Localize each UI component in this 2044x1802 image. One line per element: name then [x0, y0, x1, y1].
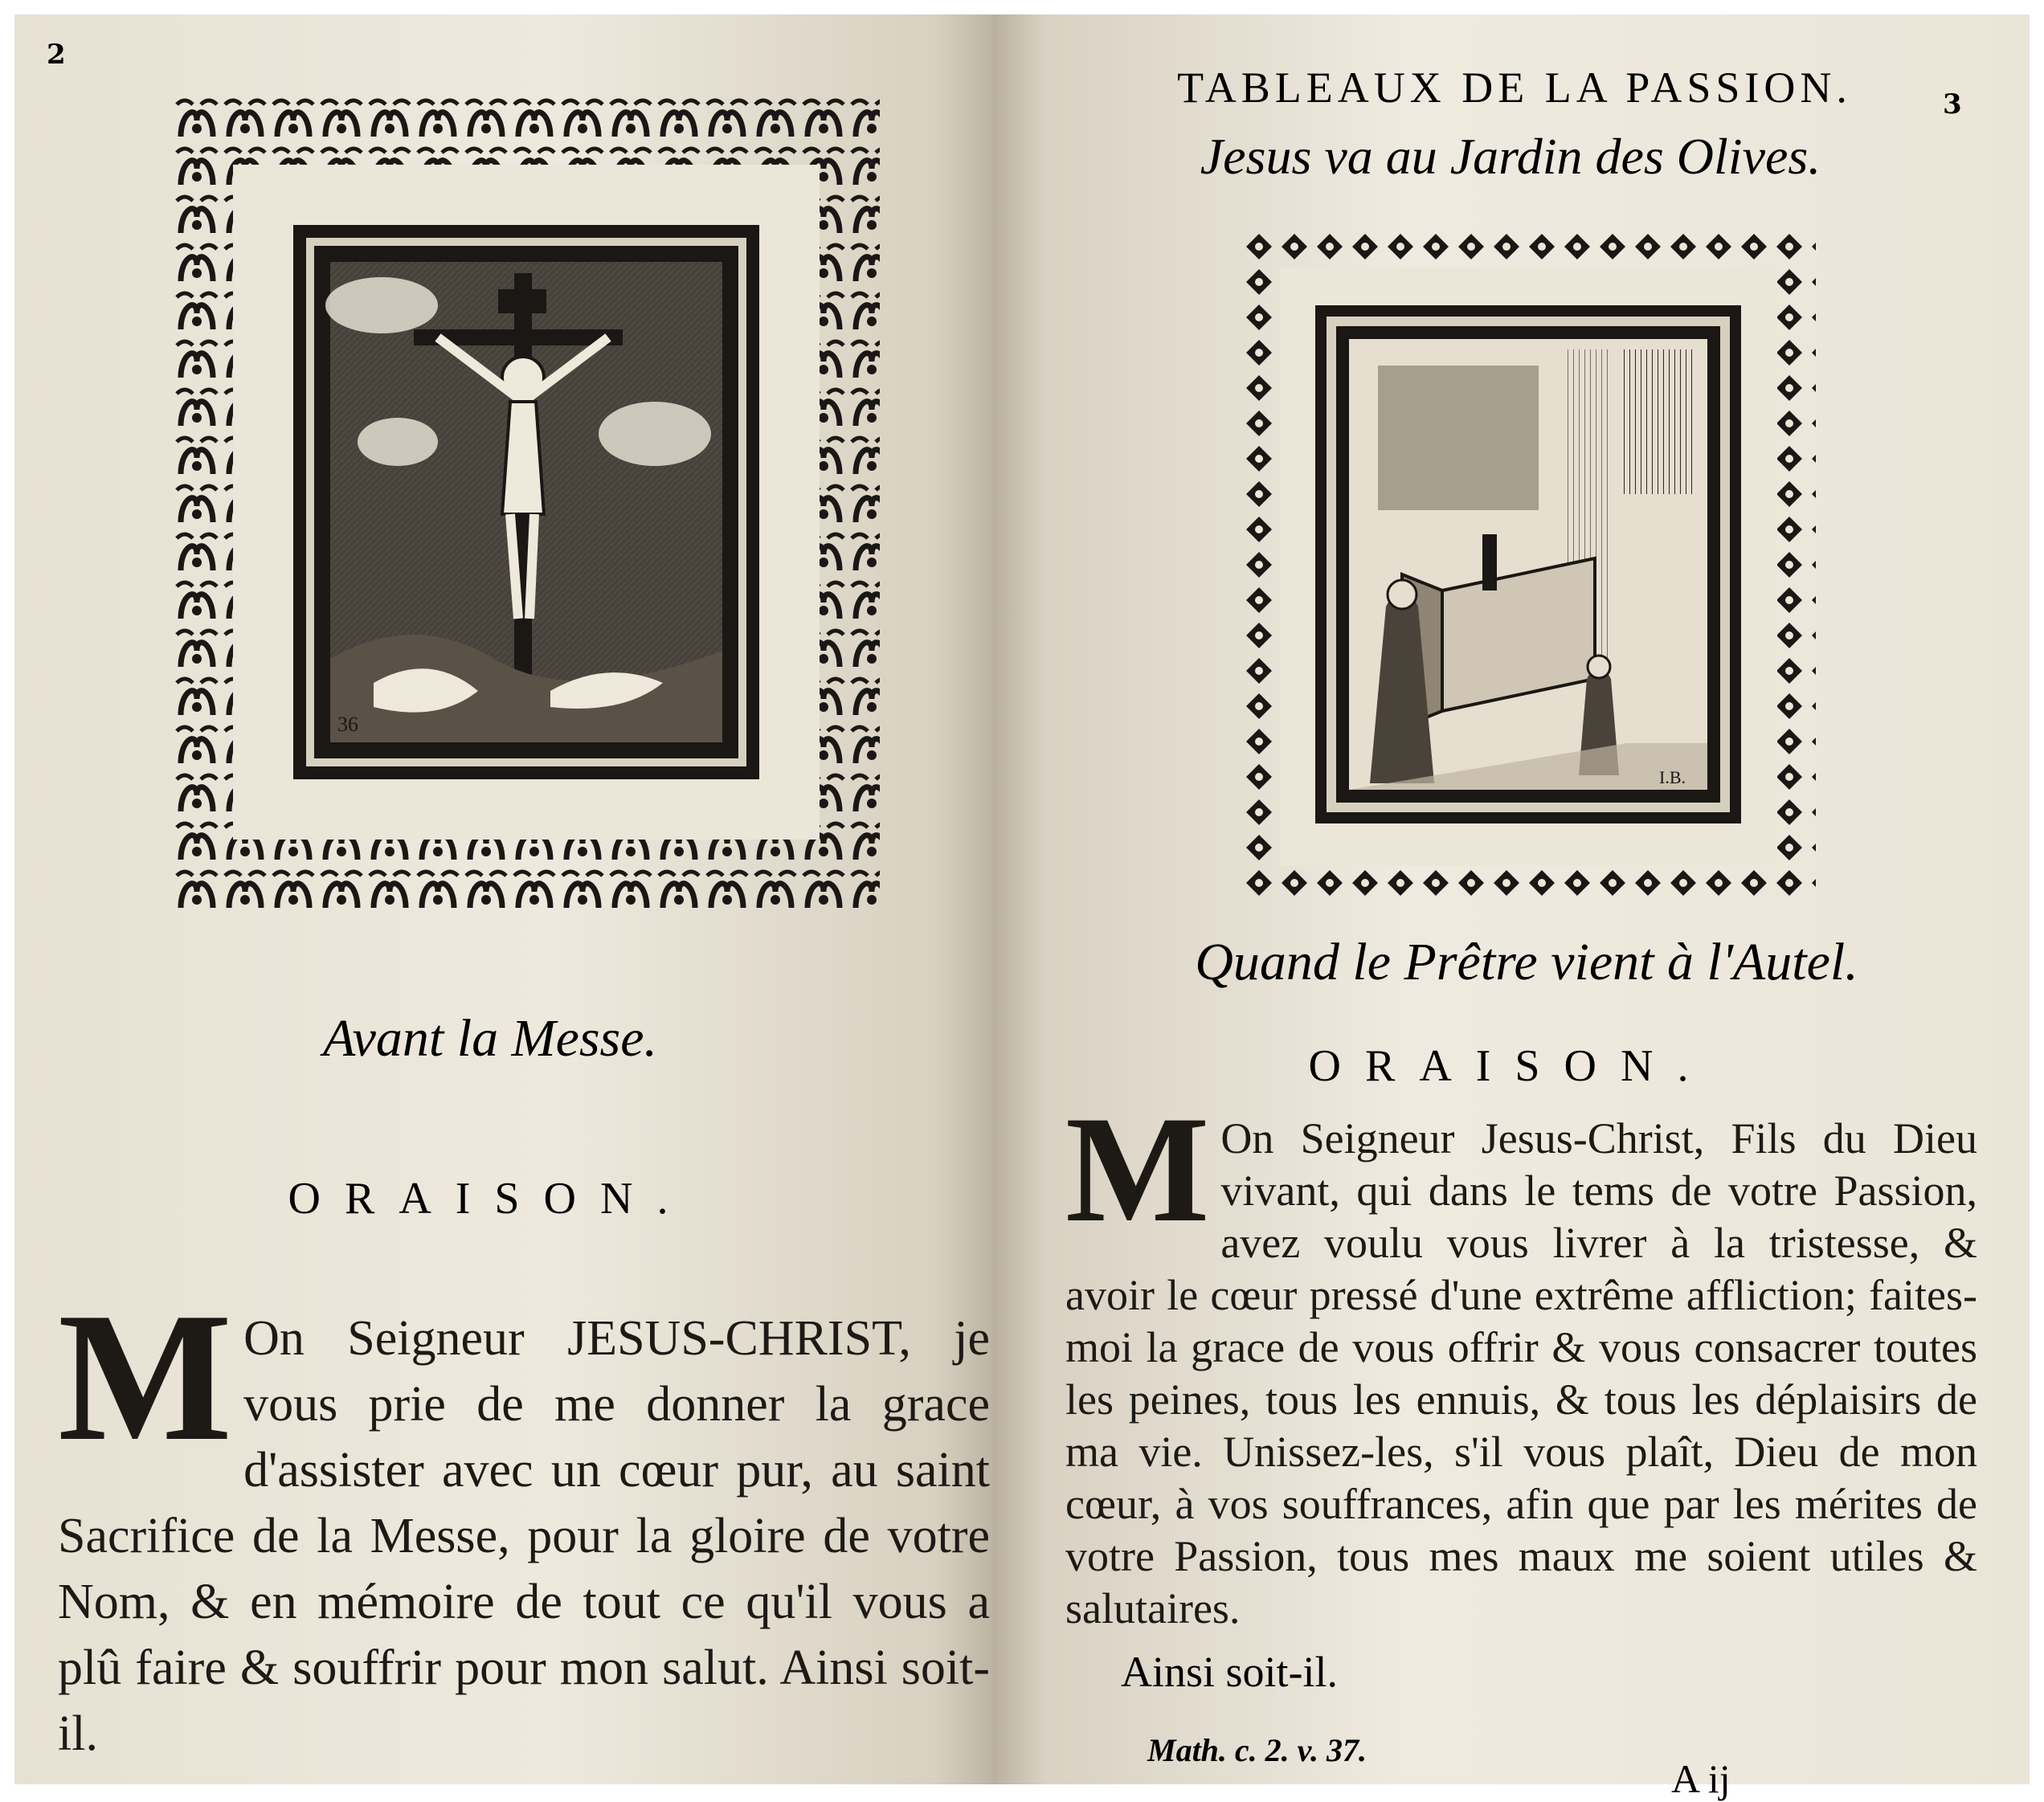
left-dropcap: M — [58, 1274, 233, 1479]
left-prayer-text — [58, 1274, 990, 1767]
signature-mark: A ij — [1671, 1756, 1731, 1801]
right-body: On Seigneur Jesus-Christ, Fils du Dieu vivant, qui dans le tems de votre Passion, avez voulu vous livrer à la tristesse, & avoir le cœur pressé d'une extrême affliction; faites-moi la grace de vous offrir & vous consacrer toutes les peines, tous les ennuis, & tous les déplaisirs de ma vie. Unissez-les, s'il vous plaît, Dieu de mon cœur, à vos souffrances, afin que par les mérites de votre Passion, tous mes maux me soient utiles & salutaires. — [1065, 1114, 1977, 1632]
left-page-number: 2 — [47, 39, 66, 71]
running-header: TABLEAUX DE LA PASSION. — [1177, 63, 1852, 112]
crucifixion-woodcut — [173, 96, 880, 908]
right-prayer-text — [1065, 1085, 1977, 1635]
left-body: On Seigneur JESUS-CHRIST, je vous prie de me donner la grace d'assister avec un cœur pur, au saint Sacrifice de la Messe, pour la gloire de votre Nom, & en mémoire de tout ce qu'il vous a plû faire & souffrir pour mon salut. Ainsi soit-il. — [58, 1311, 990, 1761]
right-page-number: 3 — [1943, 88, 1962, 121]
left-caption: Avant la Messe. — [322, 1009, 658, 1068]
engraving-initials: I.B. — [1659, 767, 1686, 787]
right-dropcap: M — [1065, 1085, 1210, 1254]
left-heading: ORAISON. — [288, 1174, 693, 1224]
right-closing: Ainsi soit-il. — [1121, 1648, 1339, 1696]
priest-at-altar-woodcut — [1241, 229, 1816, 904]
right-caption: Quand le Prêtre vient à l'Autel. — [1195, 933, 1858, 991]
engraving-number: 36 — [337, 713, 358, 736]
right-subtitle: Jesus va au Jardin des Olives. — [1200, 128, 1821, 185]
right-heading: ORAISON. — [1308, 1041, 1713, 1091]
scripture-reference: Math. c. 2. v. 37. — [1147, 1732, 1367, 1768]
